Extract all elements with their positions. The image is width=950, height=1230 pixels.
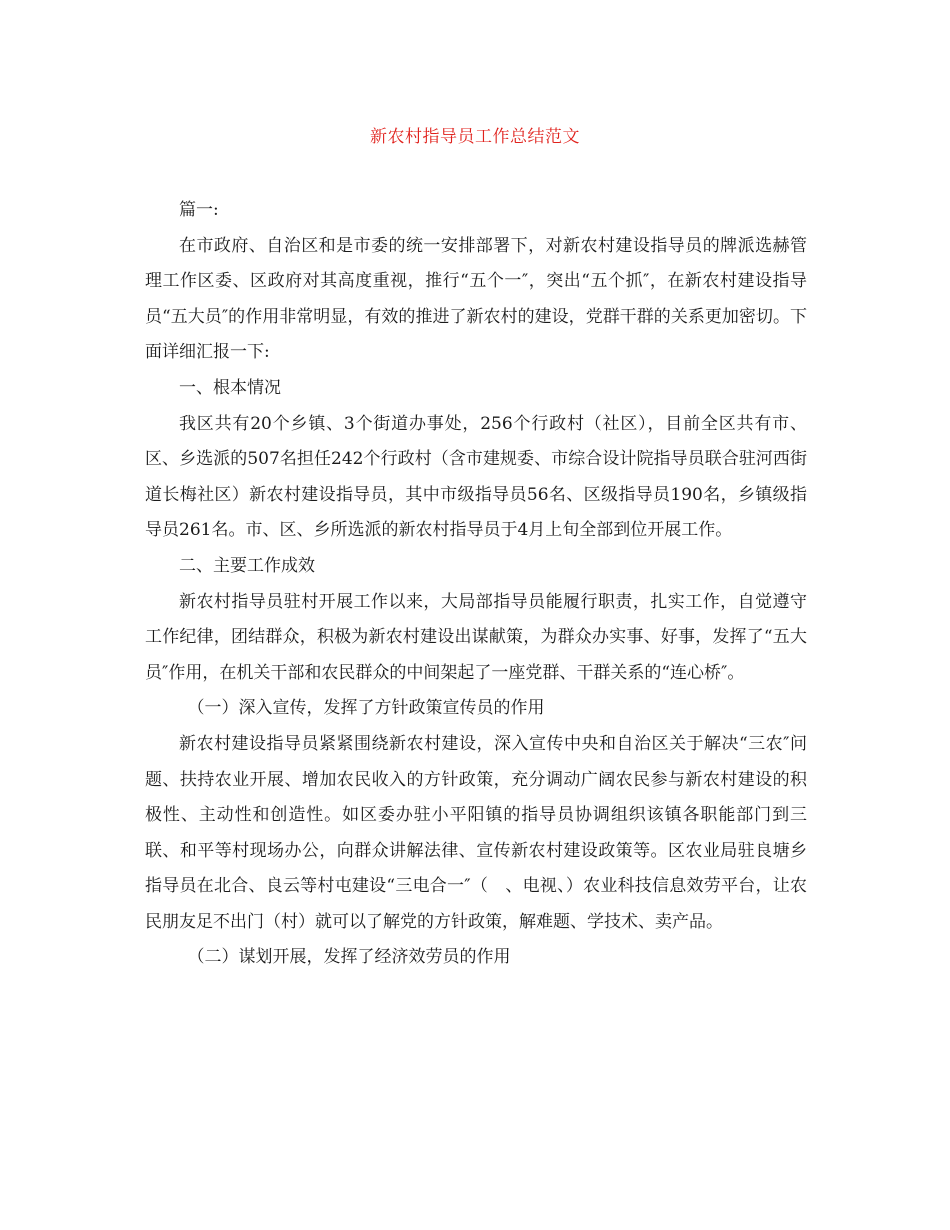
basic-situation-paragraph: 我区共有20个乡镇、3个街道办事处，256个行政村（社区），目前全区共有市、区、乡选派的507名担任242个行政村（含市建规委、市综合设计院指导员联合驻河西街道长梅社区）新农村建设指导员，其中市级指导员56名、区级指导员190名，乡镇级指导员261名。市、区、乡所选派的新农村指导员于4月上旬全部到位开展工作。 [145,413,807,541]
section-heading-basic-situation: 一、根本情况 [179,377,281,398]
intro-paragraph: 在市政府、自治区和是市委的统一安排部署下，对新农村建设指导员的牌派选赫管理工作区委、区政府对其高度重视，推行“五个一″，突出“五个抓″，在新农村建设指导员“五大员″的作用非常明显，有效的推进了新农村的建设，党群干群的关系更加密切。下面详细汇报一下: [145,235,807,363]
subheading-economic-service: （二）谋划开展，发挥了经济效劳员的作用 [187,947,511,968]
subheading-publicity: （一）深入宣传，发挥了方针政策宣传员的作用 [187,698,545,719]
section-heading-part-one: 篇一: [179,200,219,220]
main-achievements-paragraph: 新农村指导员驻村开展工作以来，大局部指导员能履行职责，扎实工作，自觉遵守工作纪律，团结群众，积极为新农村建设出谋献策，为群众办实事、好事，发挥了“五大员″作用，在机关干部和农民群众的中间架起了一座党群、干群关系的“连心桥″。 [145,591,807,683]
publicity-paragraph: 新农村建设指导员紧紧围绕新农村建设，深入宣传中央和自治区关于解决“三农″问题、扶持农业开展、增加农民收入的方针政策，充分调动广阔农民参与新农村建设的积极性、主动性和创造性。如区委办驻小平阳镇的指导员协调组织该镇各职能部门到三联、和平等村现场办公，向群众讲解法律、宣传新农村建设政策等。区农业局驻良塘乡指导员在北合、良云等村屯建设“三电合一″（ 、电视、）农业科技信息效劳平台，让农民朋友足不出门（村）就可以了解党的方针政策，解难题、学技术、卖产品。 [145,733,807,932]
document-title: 新农村指导员工作总结范文 [370,127,580,147]
section-heading-main-achievements: 二、主要工作成效 [179,555,315,576]
document-body [145,193,807,976]
